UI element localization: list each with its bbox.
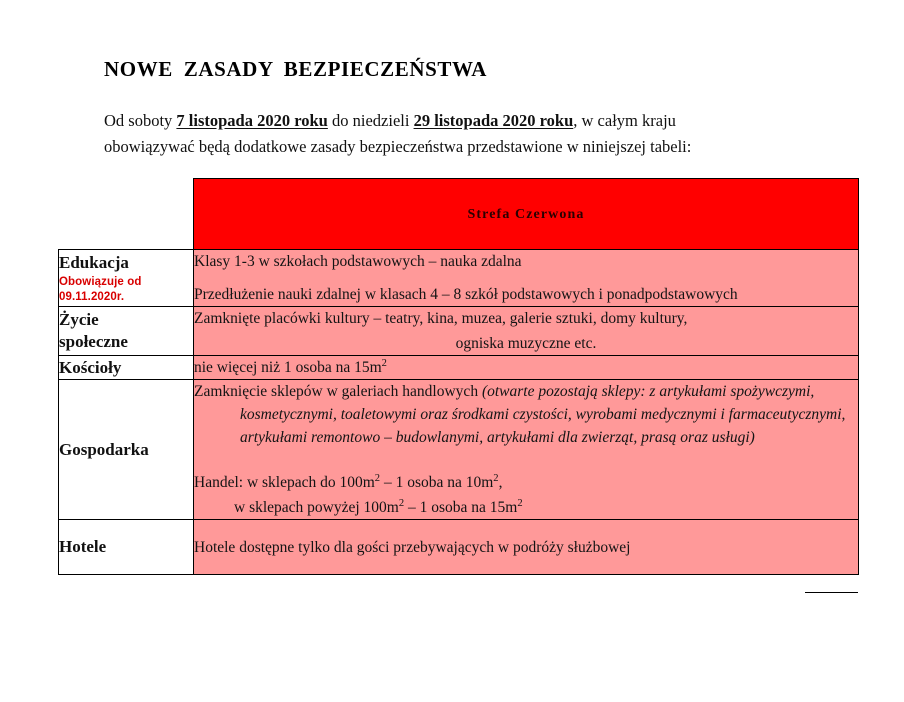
intro-date-from: 7 listopada 2020 roku — [176, 111, 328, 130]
superscript-unit: 2 — [493, 472, 499, 484]
row-content-edukacja — [194, 250, 859, 307]
row-label-edukacja — [59, 250, 194, 307]
rule-text: , — [498, 474, 503, 491]
table-header-row — [59, 179, 859, 250]
rule-text: – 1 osoba na 15m — [404, 499, 518, 516]
row-label-text: Edukacja — [59, 253, 129, 272]
rule-line — [194, 496, 858, 519]
table-row — [59, 380, 859, 520]
table-row — [59, 307, 859, 356]
rule-text: w sklepach powyżej 100m — [234, 499, 399, 516]
row-label-text-line2: społeczne — [59, 332, 128, 351]
superscript-unit: 2 — [374, 472, 381, 484]
table-bottom-edge — [805, 592, 858, 603]
row-label-text-line1: Życie — [59, 310, 99, 329]
rule-text: Handel: w sklepach do 100m — [194, 474, 375, 491]
rule-text-plain: Zamknięcie sklepów w galeriach handlowych — [194, 383, 482, 400]
zone-header-label: Strefa Czerwona — [467, 207, 585, 222]
page-bottom-crop — [0, 602, 904, 702]
rule-line: Zamknięte placówki kultury – teatry, kina, muzea, galerie sztuki, domy kultury, — [194, 310, 688, 327]
superscript-unit: 2 — [398, 497, 405, 509]
row-content-hotele — [194, 520, 859, 575]
safety-rules-table — [58, 178, 859, 575]
intro-text-part1: Od soboty — [104, 111, 177, 130]
rule-line — [194, 471, 858, 494]
intro-text-part3: , w całym kraju obowiązywać będą dodatkowe zasady bezpieczeństwa przedstawione w niniejszej tabeli: — [104, 111, 692, 156]
intro-text-part2: do niedzieli — [327, 111, 414, 130]
table-row — [59, 520, 859, 575]
table-row — [59, 250, 859, 307]
row-label-text: Kościoły — [59, 357, 122, 377]
rule-line: Klasy 1-3 w szkołach podstawowych – nauka zdalna — [194, 253, 522, 270]
row-content-koscioly — [194, 356, 859, 380]
row-label-text: Gospodarka — [59, 439, 149, 459]
subnote-line1: Obowiązuje od — [59, 276, 142, 288]
row-label-subnote — [59, 275, 193, 304]
intro-paragraph — [104, 108, 764, 160]
rule-line — [194, 356, 858, 379]
table-row — [59, 356, 859, 380]
rule-text: nie więcej niż 1 osoba na 15m — [194, 359, 382, 376]
row-label-koscioly — [59, 356, 194, 380]
rule-line: Przedłużenie nauki zdalnej w klasach 4 – 8 szkół podstawowych i ponadpodstawowych — [194, 286, 738, 303]
rule-line: Hotele dostępne tylko dla gości przebywających w podróży służbowej — [194, 538, 631, 556]
row-label-zycie-spoleczne — [59, 307, 194, 356]
rule-line: ogniska muzyczne etc. — [455, 335, 597, 352]
page-title: NOWE ZASADY BEZPIECZEŃSTWA — [104, 57, 488, 81]
row-content-gospodarka — [194, 380, 859, 520]
superscript-unit: 2 — [517, 497, 523, 509]
row-label-text: Hotele — [59, 537, 107, 556]
row-label-hotele — [59, 520, 194, 575]
rule-text-italic: (otwarte pozostają sklepy: z artykułami spożywczymi, kosmetycznymi, toaletowymi oraz środkami czystości, wyrobami medycznymi i farmaceutycznymi, artykułami remontowo – budowlanymi, artykułami dla zwierząt, prasą oraz usługi) — [240, 383, 846, 446]
header-empty-corner — [59, 179, 194, 250]
intro-date-to: 29 listopada 2020 roku — [413, 111, 574, 130]
superscript-unit: 2 — [381, 357, 387, 369]
row-label-gospodarka — [59, 380, 194, 520]
zone-header-cell — [194, 179, 859, 250]
rule-line — [194, 380, 858, 449]
subnote-line2: 09.11.2020r. — [59, 290, 125, 303]
rule-text: – 1 osoba na 10m — [380, 474, 494, 491]
row-content-zycie-spoleczne — [194, 307, 859, 356]
